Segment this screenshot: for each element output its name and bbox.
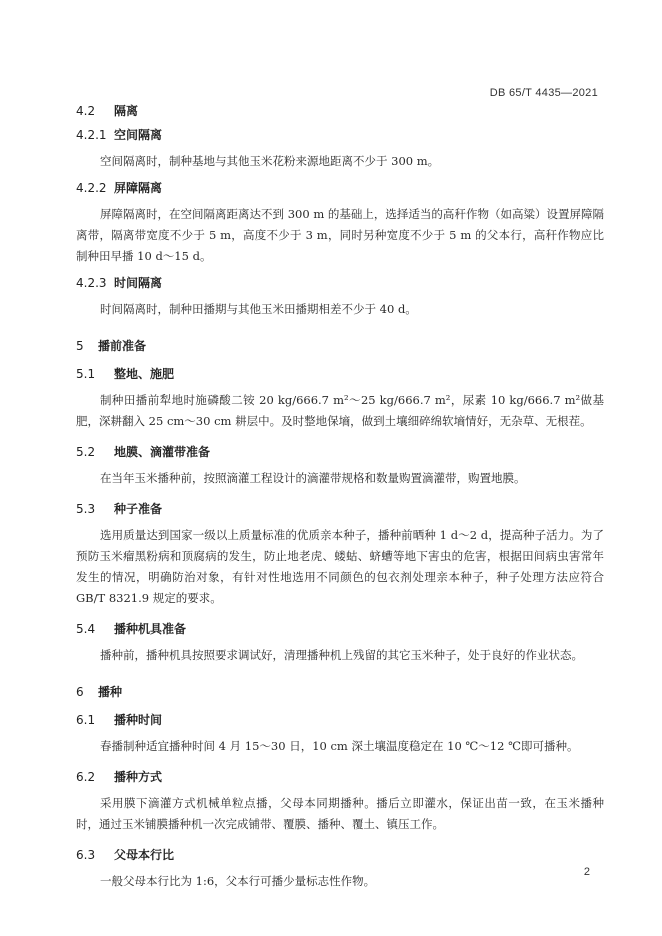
standard-code: DB 65/T 4435—2021: [489, 87, 598, 99]
spacer: [76, 354, 604, 366]
section-number: 4.2.3: [76, 276, 107, 290]
section-title: 地膜、滴灌带准备: [114, 445, 211, 459]
section-number: 5.1: [76, 367, 96, 381]
spacer: [76, 785, 604, 793]
section-title: 播种机具准备: [114, 622, 187, 636]
section-number: 6.1: [76, 713, 96, 727]
section-heading-5-1: [76, 366, 604, 382]
spacer: [76, 863, 604, 871]
document-body: [76, 103, 604, 892]
spacer: [76, 666, 604, 684]
section-heading-4-2-3: [76, 275, 604, 291]
paragraph: 时间隔离时，制种田播期与其他玉米田播期相差不少于 40 d。: [100, 302, 417, 316]
paragraph: 空间隔离时，制种基地与其他玉米花粉来源地距离不少于 300 m。: [100, 154, 440, 168]
spacer: [76, 489, 604, 501]
paragraph: 制种田播前犁地时施磷酸二铵 20 kg/666.7 m²～25 kg/666.7 m²，尿素 10 kg/666.7 m²做基肥，深耕翻入 25 cm～30 cm 耕层中。及时整地保墒，做到土壤细碎绵软墒情好，无杂草、无根茬。: [76, 393, 604, 428]
paragraph: 屏障隔离时，在空间隔离距离达不到 300 m 的基础上，选择适当的高秆作物（如高粱）设置屏障隔离带，隔离带宽度不少于 5 m，高度不少于 3 m，同时另种宽度不少于 5 m 的父本行，高秆作物应比制种田早播 10 d～15 d。: [76, 207, 604, 263]
section-heading-6-2: [76, 769, 604, 785]
section-heading-5: [76, 338, 604, 354]
spacer: [76, 432, 604, 444]
spacer: [76, 609, 604, 621]
section-title: 播种: [98, 685, 123, 699]
spacer: [76, 728, 604, 736]
spacer: [76, 143, 604, 151]
section-heading-6-3: [76, 847, 604, 863]
section-title: 播种方式: [114, 770, 163, 784]
section-number: 5.2: [76, 445, 96, 459]
spacer: [76, 172, 604, 180]
section-number: 4.2.1: [76, 128, 107, 142]
paragraph: 选用质量达到国家一级以上质量标准的优质亲本种子，播种前晒种 1 d～2 d，提高种子活力。为了预防玉米瘤黑粉病和顶腐病的发生，防止地老虎、蝼蛄、蛴螬等地下害虫的危害，根据田间病虫害常年发生的情况，明确防治对象，有针对性地选用不同颜色的包衣剂处理亲本种子，种子处理方法应符合 GB/T 8321.9 规定的要求。: [76, 528, 604, 605]
section-title: 播种时间: [114, 713, 163, 727]
section-heading-6: [76, 684, 604, 700]
spacer: [76, 460, 604, 468]
section-number: 4.2: [76, 104, 96, 118]
section-title: 时间隔离: [114, 276, 163, 290]
spacer: [76, 517, 604, 525]
section-title: 隔离: [114, 104, 139, 118]
section-heading-5-2: [76, 444, 604, 460]
section-title: 空间隔离: [114, 128, 163, 142]
spacer: [76, 757, 604, 769]
paragraph: 播种前，播种机具按照要求调试好，清理播种机上残留的其它玉米种子，处于良好的作业状态。: [100, 648, 583, 662]
section-heading-4-2-1: [76, 127, 604, 143]
section-number: 6.3: [76, 848, 96, 862]
section-number: 4.2.2: [76, 181, 107, 195]
section-title: 父母本行比: [114, 848, 175, 862]
paragraph: 在当年玉米播种前，按照滴灌工程设计的滴灌带规格和数量购置滴灌带，购置地膜。: [100, 471, 526, 485]
section-title: 种子准备: [114, 502, 163, 516]
section-heading-6-1: [76, 712, 604, 728]
section-title: 播前准备: [98, 339, 147, 353]
paragraph: 采用膜下滴灌方式机械单粒点播，父母本同期播种。播后立即灌水，保证出苗一致，在玉米播种时，通过玉米铺膜播种机一次完成铺带、覆膜、播种、覆土、镇压工作。: [76, 796, 604, 831]
section-title: 整地、施肥: [114, 367, 175, 381]
paragraph: 一般父母本行比为 1:6，父本行可播少量标志性作物。: [100, 874, 376, 888]
spacer: [76, 267, 604, 275]
spacer: [76, 119, 604, 127]
paragraph: 春播制种适宜播种时间 4 月 15～30 日，10 cm 深土壤温度稳定在 10 ℃～12 ℃即可播种。: [100, 739, 579, 753]
spacer: [76, 700, 604, 712]
section-heading-4-2: [76, 103, 604, 119]
section-number: 5.4: [76, 622, 96, 636]
spacer: [76, 835, 604, 847]
spacer: [76, 637, 604, 645]
section-number: 5.3: [76, 502, 96, 516]
section-number: 6.2: [76, 770, 96, 784]
spacer: [76, 196, 604, 204]
section-heading-5-3: [76, 501, 604, 517]
spacer: [76, 382, 604, 390]
spacer: [76, 291, 604, 299]
section-heading-4-2-2: [76, 180, 604, 196]
section-number: 5: [76, 339, 84, 353]
section-number: 6: [76, 685, 84, 699]
page-number: 2: [583, 866, 590, 878]
section-title: 屏障隔离: [114, 181, 163, 195]
section-heading-5-4: [76, 621, 604, 637]
spacer: [76, 320, 604, 338]
